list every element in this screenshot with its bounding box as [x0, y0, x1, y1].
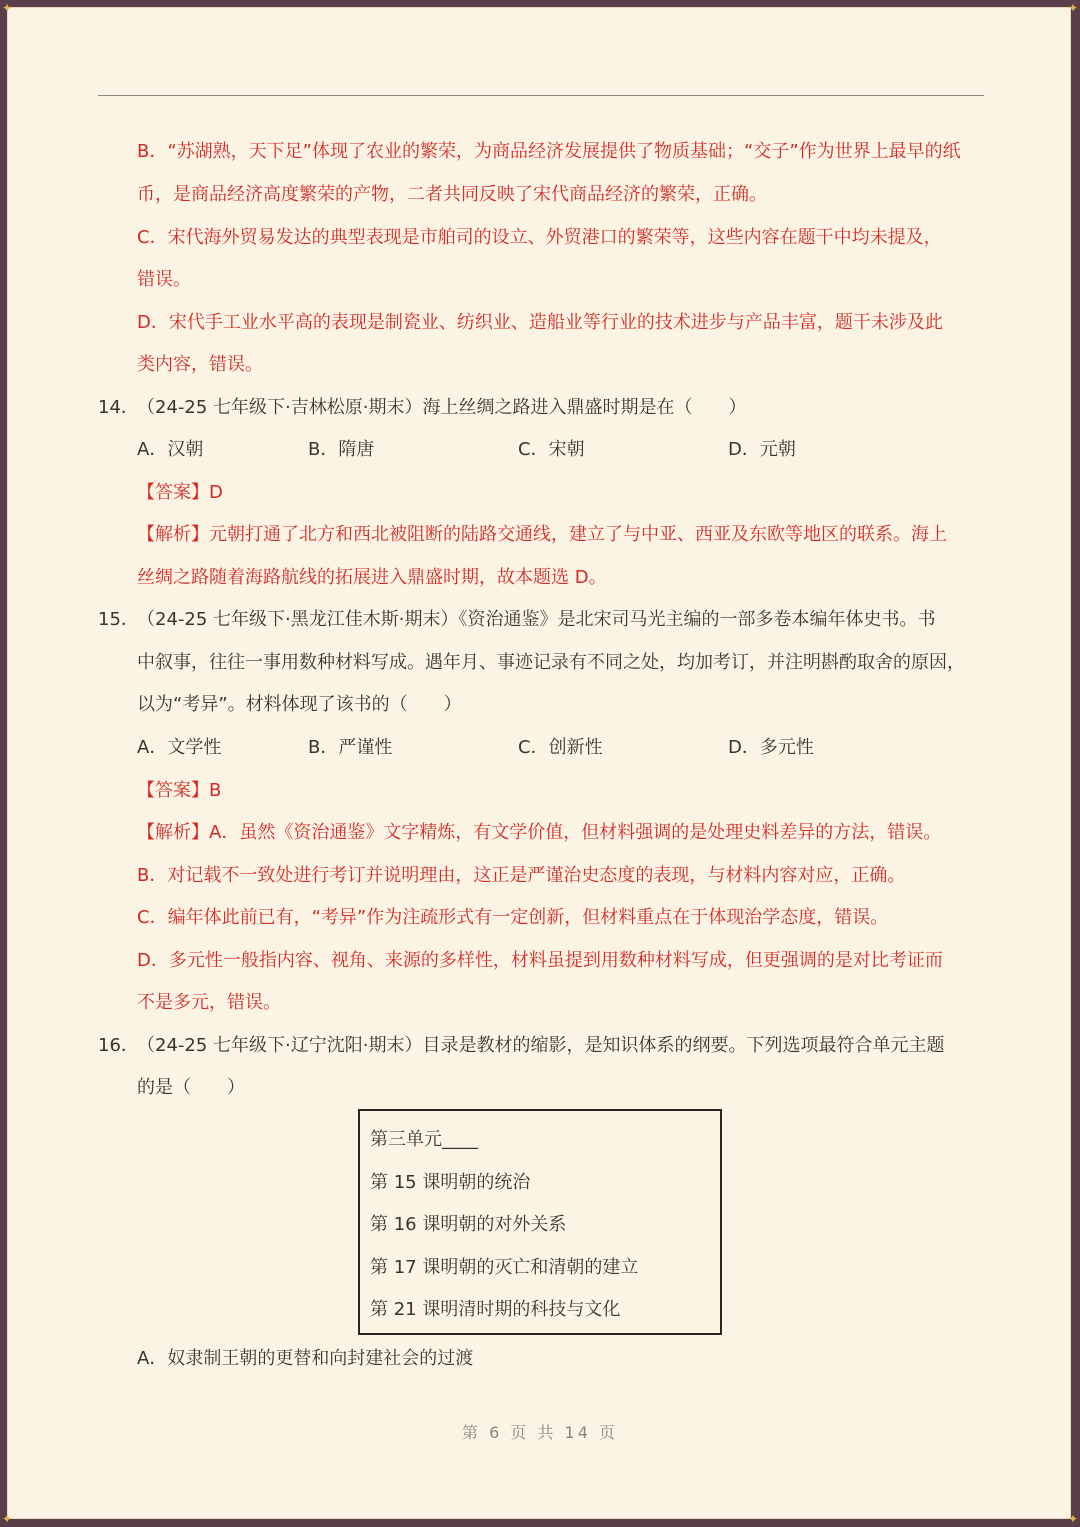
toc-item: 第 16 课明朝的对外关系	[370, 1214, 567, 1235]
analysis-line: D．宋代手工业水平高的表现是制瓷业、纺织业、造船业等行业的技术进步与产品丰富，题干未涉及此	[137, 312, 943, 333]
option-a: A．文学性	[137, 737, 222, 758]
corner-star-icon: ✦	[2, 1512, 13, 1526]
question-stem: （24-25 七年级下·黑龙江佳木斯·期末）《资治通鉴》是北宋司马光主编的一部多卷本编年体史书。书	[137, 609, 936, 630]
corner-star-icon: ✦	[2, 1, 13, 15]
analysis-tag: 【解析】	[137, 822, 209, 843]
analysis-line: C．宋代海外贸易发达的典型表现是市舶司的设立、外贸港口的繁荣等，这些内容在题干中均未提及，	[137, 227, 942, 248]
answer-tag: 【答案】	[137, 780, 209, 801]
answer-line	[137, 481, 223, 505]
toc-item: 第 15 课明朝的统治	[370, 1172, 531, 1193]
page-footer: 第 6 页 共 14 页	[462, 1423, 618, 1442]
analysis-line: B．对记载不一致处进行考订并说明理由，这正是严谨治史态度的表现，与材料内容对应，正确。	[137, 865, 906, 886]
question-stem: （24-25 七年级下·吉林松原·期末）海上丝绸之路进入鼎盛时期是在（ ）	[137, 397, 747, 418]
analysis-line: 币，是商品经济高度繁荣的产物，二者共同反映了宋代商品经济的繁荣，正确。	[137, 184, 767, 205]
corner-star-icon: ✦	[1067, 1512, 1078, 1526]
option-d: D．多元性	[728, 737, 814, 758]
question-number: 15．	[98, 609, 139, 630]
toc-item: 第 17 课明朝的灭亡和清朝的建立	[370, 1257, 639, 1278]
question-stem: （24-25 七年级下·辽宁沈阳·期末）目录是教材的缩影，是知识体系的纲要。下列选项最符合单元主题	[137, 1035, 945, 1056]
answer-value: D	[209, 482, 223, 503]
option-d: D．元朝	[728, 439, 796, 460]
question-stem: 以为“考异”。材料体现了该书的（ ）	[137, 694, 462, 715]
table-of-contents-box	[358, 1109, 722, 1335]
analysis-text: 元朝打通了北方和西北被阻断的陆路交通线，建立了与中亚、西亚及东欧等地区的联系。海上	[209, 524, 947, 545]
answer-line	[137, 779, 221, 803]
analysis-line: 丝绸之路随着海路航线的拓展进入鼎盛时期，故本题选 D。	[137, 567, 607, 588]
option-c: C．创新性	[518, 737, 603, 758]
question-stem: 中叙事，往往一事用数种材料写成。遇年月、事迹记录有不同之处，均加考订，并注明斟酌取舍的原因，	[137, 652, 965, 673]
analysis-line: 错误。	[137, 269, 191, 290]
toc-unit-title: 第三单元____	[370, 1129, 478, 1150]
analysis-line	[137, 523, 947, 547]
corner-star-icon: ✦	[1067, 1, 1078, 15]
analysis-line: D．多元性一般指内容、视角、来源的多样性，材料虽提到用数种材料写成，但更强调的是对比考证而	[137, 950, 943, 971]
question-number: 14．	[98, 397, 139, 418]
answer-value: B	[209, 780, 222, 801]
question-number: 16．	[98, 1035, 139, 1056]
option-b: B．严谨性	[308, 737, 393, 758]
analysis-text: A．虽然《资治通鉴》文字精炼，有文学价值，但材料强调的是处理史料差异的方法，错误。	[209, 822, 942, 843]
question-stem: 的是（ ）	[137, 1077, 245, 1098]
analysis-line: 类内容，错误。	[137, 354, 263, 375]
analysis-tag: 【解析】	[137, 524, 209, 545]
header-rule	[98, 95, 984, 96]
option-c: C．宋朝	[518, 439, 585, 460]
option-a: A．汉朝	[137, 439, 204, 460]
analysis-line	[137, 821, 941, 845]
analysis-line: B．“苏湖熟，天下足”体现了农业的繁荣，为商品经济发展提供了物质基础；“交子”作为世界上最早的纸	[137, 141, 961, 162]
toc-item: 第 21 课明清时期的科技与文化	[370, 1299, 621, 1320]
option-a: A．奴隶制王朝的更替和向封建社会的过渡	[137, 1348, 474, 1369]
analysis-line: C．编年体此前已有，“考异”作为注疏形式有一定创新，但材料重点在于体现治学态度，错误。	[137, 907, 889, 928]
analysis-line: 不是多元，错误。	[137, 992, 281, 1013]
option-b: B．隋唐	[308, 439, 375, 460]
answer-tag: 【答案】	[137, 482, 209, 503]
